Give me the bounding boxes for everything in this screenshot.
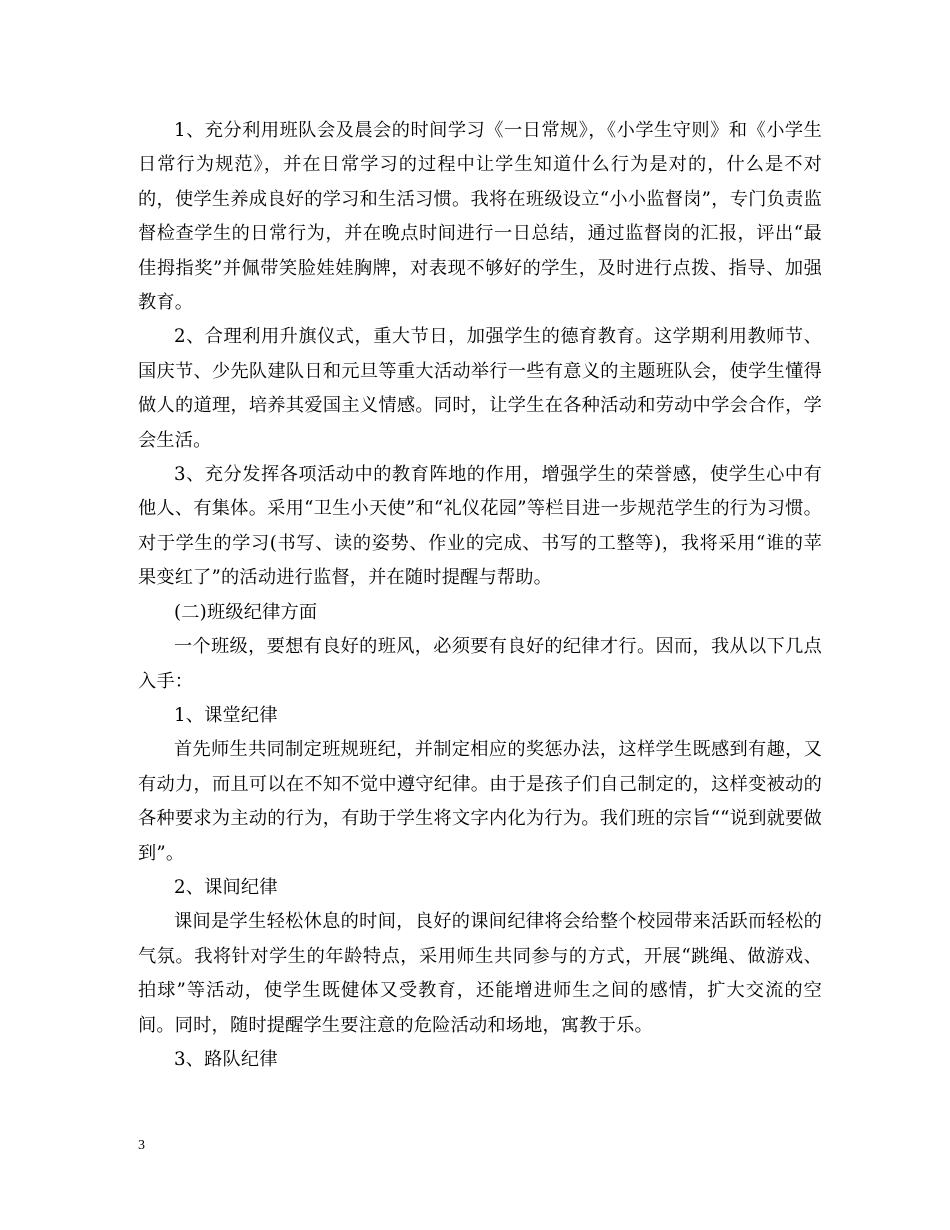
section-heading-class-discipline: (二)班级纪律方面 — [174, 601, 318, 623]
paragraph-item-2-flag-ceremony: 2、合理利用升旗仪式，重大节日，加强学生的德育教育。这学期利用教师节、国庆节、少先队建队日和元旦等重大活动举行一些有意义的主题班队会，使学生懂得做人的道理，培养其爱国主义情感。同时，让学生在各种活动和劳动中学会合作，学会生活。 — [138, 326, 822, 451]
document-body — [138, 114, 822, 1077]
page-number: 3 — [138, 1138, 145, 1153]
paragraph-discipline-intro: 一个班级，要想有良好的班风，必须要有良好的纪律才行。因而，我从以下几点入手： — [138, 636, 822, 692]
subheading-classroom-discipline: 1、课堂纪律 — [174, 704, 278, 726]
paragraph-classroom-discipline: 首先师生共同制定班规班纪，并制定相应的奖惩办法，这样学生既感到有趣，又有动力，而且可以在不知不觉中遵守纪律。由于是孩子们自己制定的，这样变被动的各种要求为主动的行为，有助于学生将文字内化为行为。我们班的宗旨““说到就要做到”。 — [138, 739, 822, 864]
paragraph-item-3-activities: 3、充分发挥各项活动中的教育阵地的作用，增强学生的荣誉感，使学生心中有他人、有集体。采用“卫生小天使”和“礼仪花园”等栏目进一步规范学生的行为习惯。对于学生的学习(书写、读的姿势、作业的完成、书写的工整等)，我将采用“谁的苹果变红了”的活动进行监督，并在随时提醒与帮助。 — [138, 464, 822, 589]
paragraph-recess-discipline: 课间是学生轻松休息的时间，良好的课间纪律将会给整个校园带来活跃而轻松的气氛。我将针对学生的年龄特点，采用师生共同参与的方式，开展“跳绳、做游戏、拍球”等活动，使学生既健体又受教育，还能增进师生之间的感情，扩大交流的空间。同时，随时提醒学生要注意的危险活动和场地，寓教于乐。 — [138, 911, 822, 1036]
subheading-recess-discipline: 2、课间纪律 — [174, 876, 278, 898]
subheading-queue-discipline: 3、路队纪律 — [174, 1048, 278, 1070]
paragraph-item-1-daily-rules: 1、充分利用班队会及晨会的时间学习《一日常规》，《小学生守则》和《小学生日常行为规范》，并在日常学习的过程中让学生知道什么行为是对的，什么是不对的，使学生养成良好的学习和生活习惯。我将在班级设立“小小监督岗”，专门负责监督检查学生的日常行为，并在晚点时间进行一日总结，通过监督岗的汇报，评出“最佳拇指奖”并佩带笑脸娃娃胸牌，对表现不够好的学生，及时进行点拨、指导、加强教育。 — [138, 120, 822, 314]
